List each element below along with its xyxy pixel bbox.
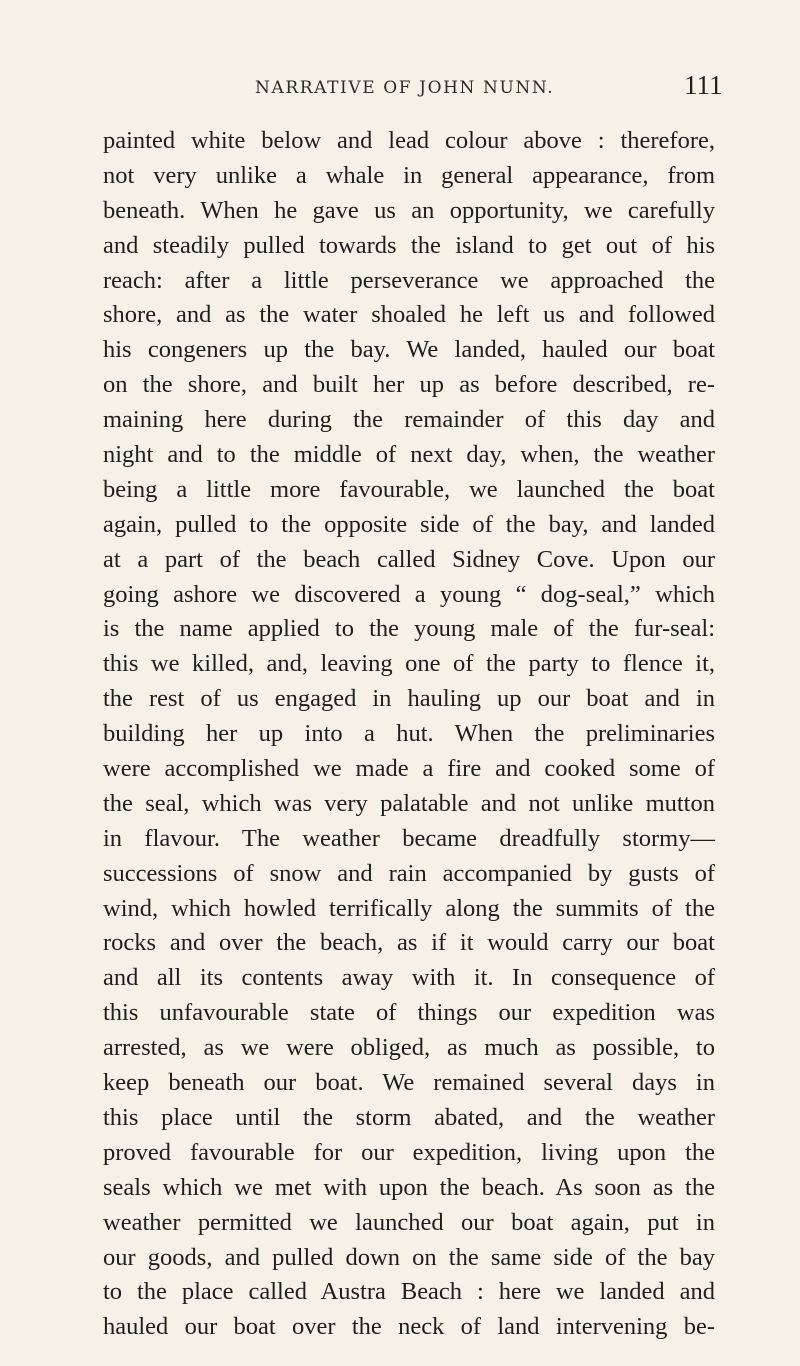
text-line: the seal, which was very palatable and not unlike mutton [103,789,715,817]
text-line: beneath. When he gave us an opportunity, we carefully [103,196,715,224]
text-line: in flavour. The weather became dreadfully stormy— [103,824,715,852]
text-line: and all its contents away with it. In consequence of [103,964,715,992]
text-line: building her up into a hut. When the preliminaries [103,720,715,748]
body-text [103,124,715,1345]
text-line: rocks and over the beach, as if it would carry our boat [103,929,715,957]
text-line: our goods, and pulled down on the same side of the bay [103,1243,715,1271]
text-line: is the name applied to the young male of the fur-seal: [103,615,715,643]
text-line: being a little more favourable, we launched the boat [103,475,715,503]
text-line: painted white below and lead colour above : therefore, [103,127,715,154]
text-line: weather permitted we launched our boat again, put in [103,1208,715,1236]
text-line: shore, and as the water shoaled he left us and followed [103,301,715,329]
text-line: again, pulled to the opposite side of the bay, and landed [103,510,715,538]
text-line: this unfavourable state of things our expedition was [103,999,715,1027]
running-head: NARRATIVE OF JOHN NUNN. [255,78,555,98]
text-line: hauled our boat over the neck of land intervening be- [103,1313,715,1341]
text-line: and steadily pulled towards the island to get out of his [103,231,715,259]
text-line: the rest of us engaged in hauling up our boat and in [103,685,715,713]
text-line: night and to the middle of next day, when, the weather [103,441,715,469]
text-line: his congeners up the bay. We landed, hauled our boat [103,336,715,364]
text-line: not very unlike a whale in general appearance, from [103,161,715,189]
text-line: wind, which howled terrifically along the summits of the [103,894,715,922]
text-line: were accomplished we made a fire and cooked some of [103,755,715,783]
text-line: successions of snow and rain accompanied by gusts of [103,859,715,887]
page-number: 111 [684,70,723,100]
text-line: going ashore we discovered a young “ dog-seal,” which [103,580,715,608]
text-line: this we killed, and, leaving one of the party to flence it, [103,650,715,678]
text-line: at a part of the beach called Sidney Cove. Upon our [103,545,715,573]
text-line: on the shore, and built her up as before described, re- [103,371,715,399]
text-line: to the place called Austra Beach : here we landed and [103,1278,715,1306]
text-line: proved favourable for our expedition, living upon the [103,1138,715,1166]
text-line: reach: after a little perseverance we approached the [103,266,715,294]
text-line: arrested, as we were obliged, as much as possible, to [103,1034,715,1062]
text-line: maining here during the remainder of this day and [103,406,715,434]
text-line: this place until the storm abated, and the weather [103,1103,715,1131]
text-line: seals which we met with upon the beach. As soon as the [103,1173,715,1201]
text-line: keep beneath our boat. We remained several days in [103,1069,715,1097]
